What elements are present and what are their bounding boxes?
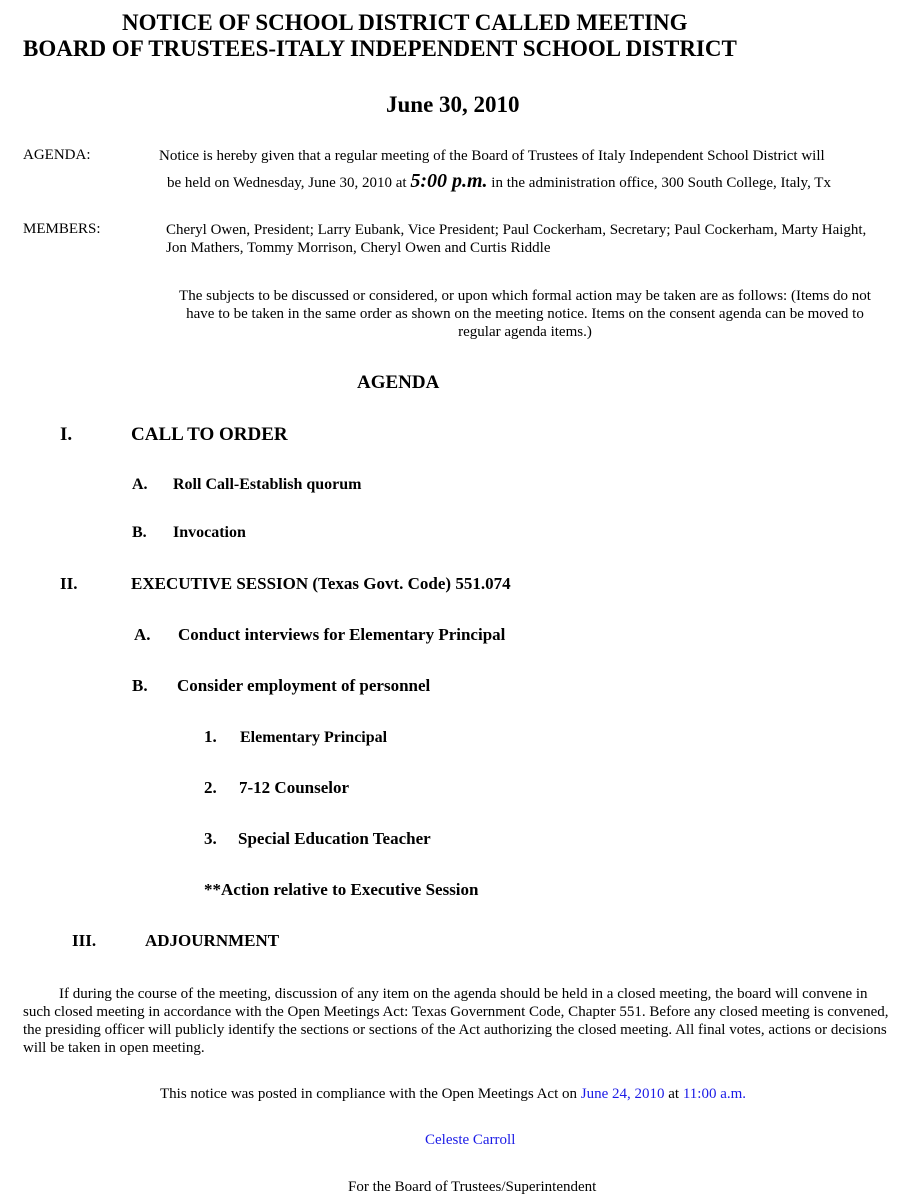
subitem-1-text: Elementary Principal	[240, 729, 388, 746]
item-1a-text: Roll Call-Establish quorum	[173, 476, 362, 493]
subitem-2-text: 7-12 Counselor	[239, 778, 350, 797]
title-line-1: NOTICE OF SCHOOL DISTRICT CALLED MEETING	[122, 10, 688, 35]
section-2-title: EXECUTIVE SESSION (Texas Govt. Code) 551.074	[131, 574, 511, 593]
section-3-number: III.	[72, 931, 97, 950]
subitem-1-number: 1.	[204, 727, 217, 746]
section-3-title: ADJOURNMENT	[145, 931, 280, 950]
notice-line-2-pre: be held on Wednesday, June 30, 2010 at	[167, 175, 407, 191]
notice-line-1: Notice is hereby given that a regular meeting of the Board of Trustees of Italy Independent School District will	[159, 148, 825, 164]
section-1-title: CALL TO ORDER	[131, 424, 288, 445]
meeting-date: June 30, 2010	[386, 92, 520, 117]
posting-mid: at	[668, 1086, 680, 1102]
posting-time: 11:00 a.m.	[682, 1086, 747, 1102]
posting-date: June 24, 2010	[580, 1086, 665, 1102]
subitem-3-text: Special Education Teacher	[238, 829, 431, 848]
closed-meeting-paragraph: If during the course of the meeting, discussion of any item on the agenda should be held in a closed meeting, the board will convene in such closed meeting in accordance with the Open Meetings Act: Texas Government Code, Chapter 551. Before any closed meeting is convened, the presiding officer will publicly identify the sections or sections of the Act authorizing the closed meeting. All final votes, actions or decisions will be taken in open meeting.	[23, 986, 889, 1056]
subjects-paragraph: The subjects to be discussed or considered, or upon which formal action may be taken are as follows: (Items do not have to be taken in the same order as shown on the meeting notice. Items on the consent agenda can be moved to regular agenda items.)	[179, 288, 871, 340]
members-label: MEMBERS:	[23, 221, 101, 237]
posting-pre: This notice was posted in compliance with the Open Meetings Act on	[160, 1086, 577, 1102]
item-1b-letter: B.	[132, 524, 147, 541]
agenda-heading: AGENDA	[357, 372, 440, 393]
item-2a-letter: A.	[134, 625, 151, 644]
subitem-3-number: 3.	[204, 829, 217, 848]
section-2-number: II.	[60, 574, 78, 593]
signer-title: For the Board of Trustees/Superintendent	[348, 1179, 597, 1195]
action-executive-session: **Action relative to Executive Session	[204, 880, 479, 899]
subitem-2-number: 2.	[204, 778, 217, 797]
title-line-2: BOARD OF TRUSTEES-ITALY INDEPENDENT SCHOOL DISTRICT	[23, 36, 737, 61]
notice-line-2-post: in the administration office, 300 South College, Italy, Tx	[491, 175, 831, 191]
item-1b-text: Invocation	[173, 524, 246, 541]
posting-line	[160, 1085, 746, 1104]
item-2b-letter: B.	[132, 676, 148, 695]
item-2b-text: Consider employment of personnel	[177, 676, 431, 695]
agenda-label: AGENDA:	[23, 147, 91, 163]
item-2a-text: Conduct interviews for Elementary Principal	[178, 625, 506, 644]
item-1a-letter: A.	[132, 476, 148, 493]
members-list: Cheryl Owen, President; Larry Eubank, Vice President; Paul Cockerham, Secretary; Paul Cockerham, Marty Haight, Jon Mathers, Tommy Morrison, Cheryl Owen and Curtis Riddle	[166, 222, 867, 256]
signer-name: Celeste Carroll	[425, 1132, 516, 1148]
notice-line-2	[167, 172, 831, 193]
section-1-number: I.	[60, 424, 73, 445]
meeting-time: 5:00 p.m.	[410, 170, 488, 192]
